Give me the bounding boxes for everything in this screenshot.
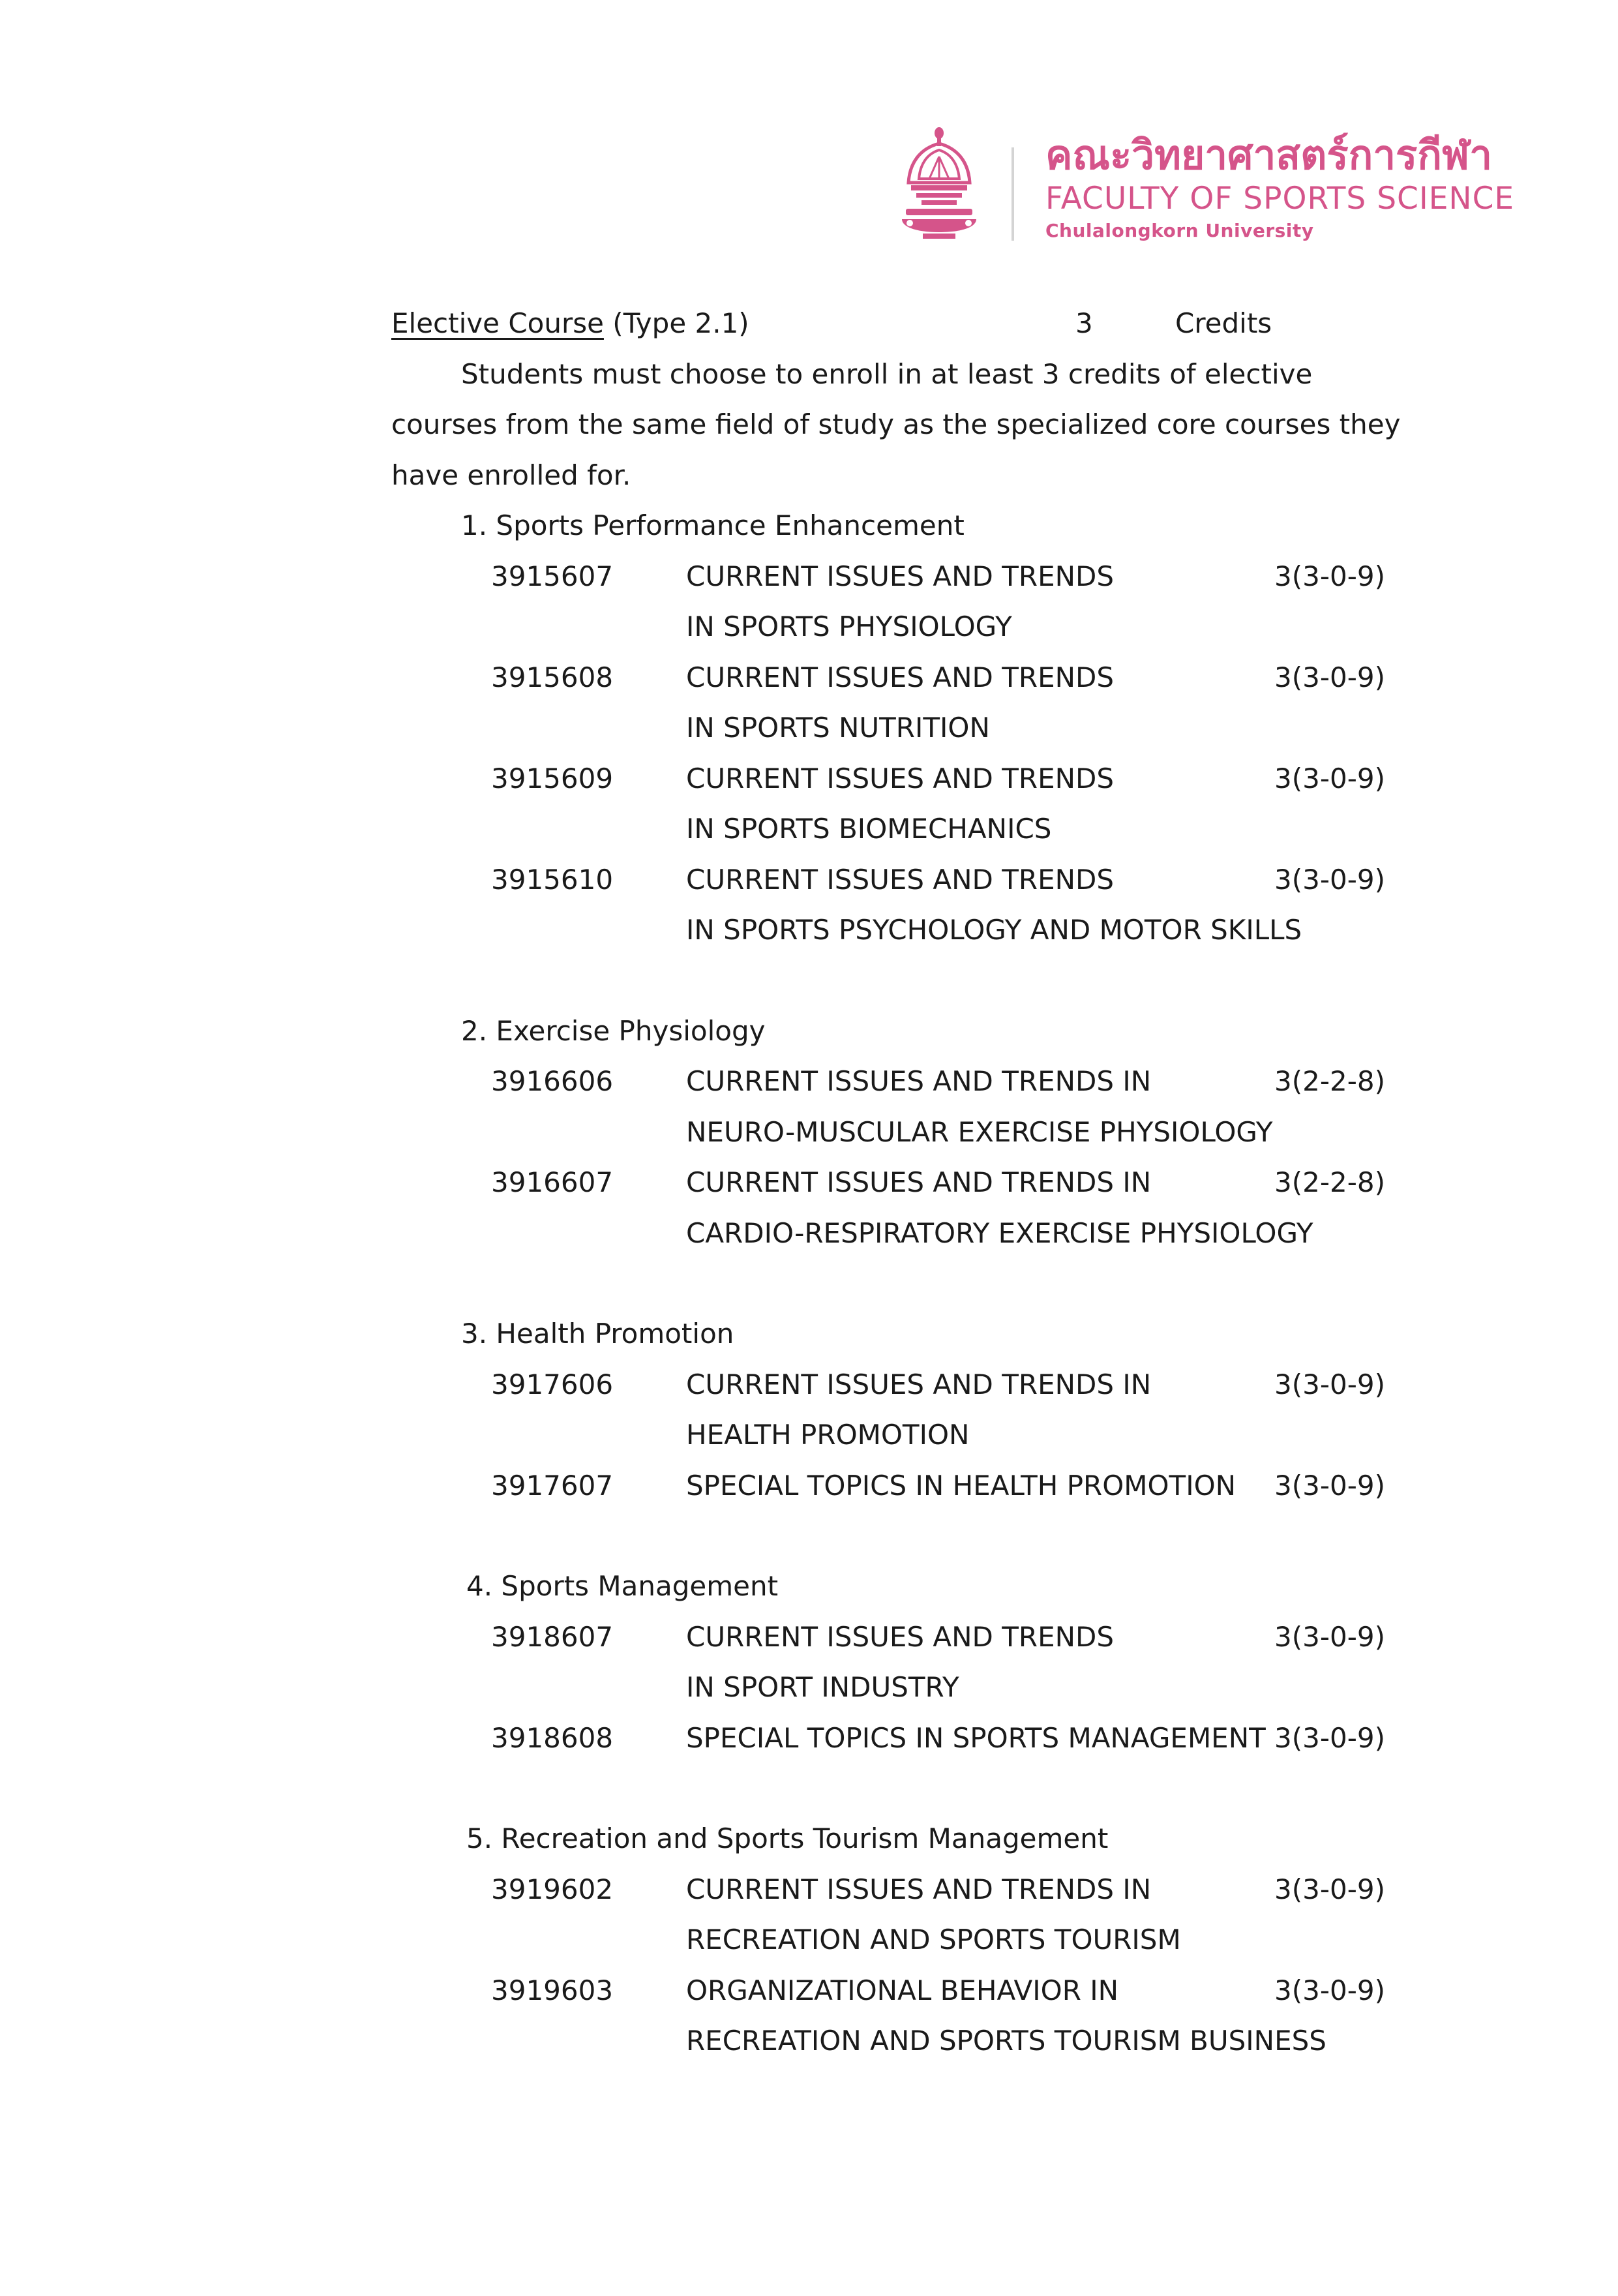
course-title-line: IN SPORTS PHYSIOLOGY — [686, 611, 1012, 642]
course-code: 3915607 — [491, 560, 614, 592]
course-credit: 3(3-0-9) — [1274, 661, 1385, 693]
course-title-line: ORGANIZATIONAL BEHAVIOR IN — [686, 1974, 1119, 2006]
course-title-line: CURRENT ISSUES AND TRENDS — [686, 661, 1115, 693]
course-credit: 3(3-0-9) — [1274, 762, 1385, 794]
course-title-line: CARDIO-RESPIRATORY EXERCISE PHYSIOLOGY — [686, 1216, 1313, 1249]
course-row — [0, 753, 1618, 854]
course-title-line: CURRENT ISSUES AND TRENDS IN — [686, 1368, 1152, 1400]
heading-credits-label: Credits — [1175, 307, 1272, 339]
logo-thai-name: คณะวิทยาศาสตร์การกีฬา — [1045, 131, 1493, 179]
course-credit: 3(2-2-8) — [1274, 1166, 1385, 1198]
course-row — [0, 1713, 1618, 1764]
course-title-line: IN SPORT INDUSTRY — [686, 1671, 959, 1703]
course-title-line: CURRENT ISSUES AND TRENDS — [686, 1620, 1115, 1653]
course-row — [0, 1460, 1618, 1511]
group-title: 4. Sports Management — [466, 1570, 779, 1602]
course-credit: 3(3-0-9) — [1274, 1368, 1385, 1400]
course-credit: 3(3-0-9) — [1274, 1721, 1385, 1754]
course-row — [0, 1157, 1618, 1258]
course-code: 3916607 — [491, 1166, 614, 1198]
course-title-line: CURRENT ISSUES AND TRENDS — [686, 863, 1115, 896]
course-row — [0, 1864, 1618, 1965]
course-title-line: RECREATION AND SPORTS TOURISM BUSINESS — [686, 2025, 1326, 2057]
course-title-line: CURRENT ISSUES AND TRENDS — [686, 560, 1115, 592]
course-code: 3919603 — [491, 1974, 614, 2006]
intro-line: have enrolled for. — [391, 459, 631, 491]
course-title-line: SPECIAL TOPICS IN HEALTH PROMOTION — [686, 1469, 1236, 1502]
course-code: 3919602 — [491, 1873, 614, 1905]
heading-credits-value: 3 — [1075, 307, 1093, 339]
course-row — [0, 1359, 1618, 1460]
course-row — [0, 1965, 1618, 2066]
course-title-line: IN SPORTS PSYCHOLOGY AND MOTOR SKILLS — [686, 914, 1302, 946]
course-credit: 3(3-0-9) — [1274, 1873, 1385, 1905]
group-title: 1. Sports Performance Enhancement — [461, 509, 965, 541]
course-title-line: CURRENT ISSUES AND TRENDS IN — [686, 1166, 1152, 1198]
logo-text — [1045, 130, 1514, 244]
course-code: 3918607 — [491, 1620, 614, 1653]
course-row — [0, 652, 1618, 753]
course-title-line: IN SPORTS NUTRITION — [686, 712, 990, 744]
course-row — [0, 1612, 1618, 1713]
course-code: 3915608 — [491, 661, 614, 693]
course-title-line: SPECIAL TOPICS IN SPORTS MANAGEMENT — [686, 1721, 1266, 1754]
course-title-line: CURRENT ISSUES AND TRENDS — [686, 762, 1115, 794]
course-credit: 3(2-2-8) — [1274, 1065, 1385, 1097]
course-credit: 3(3-0-9) — [1274, 863, 1385, 896]
group-title: 5. Recreation and Sports Tourism Management — [466, 1822, 1109, 1854]
course-code: 3918608 — [491, 1721, 614, 1754]
course-row — [0, 854, 1618, 956]
course-title-line: CURRENT ISSUES AND TRENDS IN — [686, 1873, 1152, 1905]
course-row — [0, 1056, 1618, 1157]
logo-university-name: Chulalongkorn University — [1045, 220, 1314, 241]
course-title-line: CURRENT ISSUES AND TRENDS IN — [686, 1065, 1152, 1097]
course-row — [0, 551, 1618, 652]
heading-type: (Type 2.1) — [603, 307, 749, 339]
logo-divider — [1011, 147, 1014, 241]
course-title-line: NEURO-MUSCULAR EXERCISE PHYSIOLOGY — [686, 1115, 1273, 1148]
group-title: 3. Health Promotion — [461, 1318, 734, 1350]
course-credit: 3(3-0-9) — [1274, 560, 1385, 592]
course-credit: 3(3-0-9) — [1274, 1974, 1385, 2006]
intro-line: courses from the same field of study as the specialized core courses they — [391, 408, 1401, 440]
group-title: 2. Exercise Physiology — [461, 1014, 766, 1047]
course-code: 3917606 — [491, 1368, 614, 1400]
course-credit: 3(3-0-9) — [1274, 1620, 1385, 1653]
course-code: 3915610 — [491, 863, 614, 896]
logo-english-name: FACULTY OF SPORTS SCIENCE — [1045, 181, 1515, 217]
course-title-line: RECREATION AND SPORTS TOURISM — [686, 1924, 1181, 1956]
course-code: 3916606 — [491, 1065, 614, 1097]
course-credit: 3(3-0-9) — [1274, 1469, 1385, 1502]
intro-line: Students must choose to enroll in at least 3 credits of elective — [461, 357, 1313, 390]
heading-row — [391, 298, 749, 349]
heading-title: Elective Course — [391, 307, 604, 339]
course-title-line: IN SPORTS BIOMECHANICS — [686, 813, 1052, 845]
course-code: 3915609 — [491, 762, 614, 794]
chula-emblem-icon — [897, 124, 981, 245]
course-title-line: HEALTH PROMOTION — [686, 1419, 970, 1451]
course-code: 3917607 — [491, 1469, 614, 1502]
